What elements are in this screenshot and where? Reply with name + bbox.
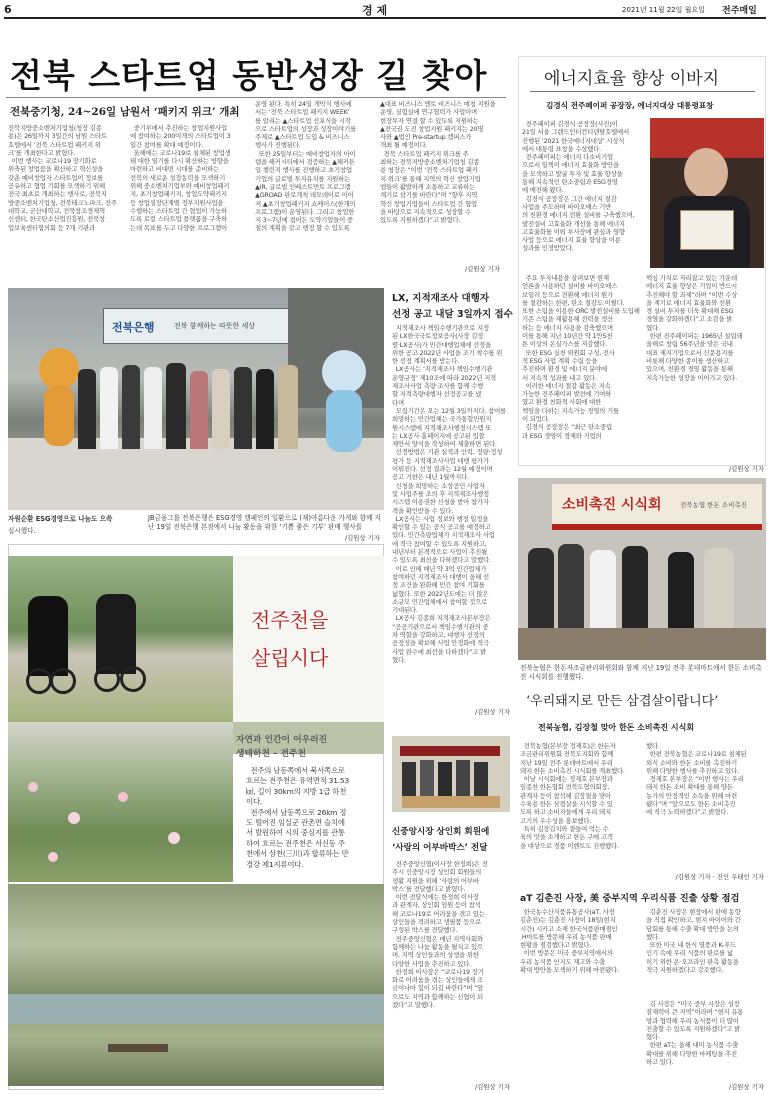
nonghyup-quote: ‘우리돼지로 만든 삼겹살이랍니다’ [526,694,719,709]
nonghyup-caption: 전북농협은 한돈자조금관리위원회와 함께 지난 19일 전주 롯데마트에서 한돈 소비촉진 시식회를 진행했다. [520,664,762,681]
energy-portrait [650,118,764,268]
at-body-right: 김 사장은 “미국 중부 시장은 성장 잠재력이 큰 지역”이라며 “현지 유통 망과 협력해 우리 농식품이 더 많이 진출할 수 있도록 지원하겠다”고 밝 혔다. 한편 aT는 올해 대미 농식품 수출 확대를 위해 다양한 마케팅을 추진 하고 있다. [646,1000,744,1067]
main-subhead: 전북중기청, 24~26일 남원서 ‘패키지 위크’ 개최 [10,106,240,118]
lx-story-body: 지적재조사 책임수행기관으로 지정 된 LX한국국토정보공사(사장 김정 렬·LX공사)가 민간대행업체에 선정을 위한 공고 2022년 사업을 조기 착수를 위 한 선정 계획서를 받는다. LX공사는 ‘지적재조사 책임수행기관 운영규정’ 제10조에 따라 2022년 지적 재조사사업 측량·조사를 함께 수행 할 지적측량대행자 선정공고를 냈 다며 모집기간은 오는 12월 3일까지다. 참여를 희망하는 민간업체는 국가통합민원지 원시스템에 지적재조사행정시스템 또 는 LX공사 홈페이지에 공고된 입찰 제안서 양식을 작성하여 제출하면 된다. 선정방법은 기관 실적과 인력, 정량·정성 평가 등 지적재조사사업 대행 평가가 이뤄진다. 선정 결과는 12월 예정이며 공고 기한은 내년 1월까지다. 신청을 희망하는 소상공인 사업자 및 사업주를 조의 후 지적재조사행정 시스템 이용권한 신청을 받아 참가자 격을 확인받을 수 있다. LX공사는 사업 정보와 행정 일정을 확인할 수 있는 공식 공고를 예정하고 있다. 민간측량업체가 지적재조사 사업 에 적극 참여할 수 있도록 지원하고, 내년부터 본격적으로 사업이 추진될 수 있도록 최선을 다하겠다고 말했다. 이로 인해 매년 약 3억 민간업체가 참여하던 지적재조사 대행이 올해 선 정 조건을 완화해 민간 참여 기회를 넓혔다. 또한 2022년도에는 더 많은 소규모 민간업체에서 참여할 것으로 기대된다. LX공사 김종희 지적재조사본부장은 “공공기관으로서 책임수행기관의 중 차 역할을 강화하고, 대행자 선정의 공정성을 확보해 사업 안정화에 적극 사업 완수에 최선을 다하겠다”고 밝 혔다. [392,324,507,664]
nonghyup-body-right: 했다. 한편 전북농협은 코로나19로 침체된 외식 소비와 한돈 소비를 촉진하기 위해 다양한 행사를 추진하고 있다. 정재호 본부장은 “이번 행사는 우리 돼지 한돈 소비 확대를 통해 양돈 농가의 안정적인 소득을 위해 마련 됐다”며 “앞으로도 한돈 소비촉진 에 적극 노력하겠다”고 밝혔다. [646,742,747,817]
market-story-body: 전주중앙신협(이사장 한정희)은 전 주시 신중앙시장 상인회 회원들의 생활 지원을 위해 ‘사랑의 어부바 박스’를 전달했다고 밝혔다. 이번 전달식에는 한정희 이사장 과 관계자, 상인회 임원 등이 참석 해 코로나19로 어려움을 겪고 있는 상인들을 격려하고 생필품 등으로 구성된 박스를 전달했다. 전주중앙신협은 매년 지역사회와 함께하는 나눔 활동을 펼치고 있으 며, 지역 상인들과의 상생을 위한 다양한 사업을 추진하고 있다. 한정희 이사장은 “코로나19 장기 화로 어려움을 겪는 상인들에게 조 금이나마 힘이 되길 바란다”며 “앞 으로도 지역과 함께하는 신협이 되 겠다”고 말했다. [392,860,488,1010]
nonghyup-photo [518,478,766,660]
top-photo-caption-tail: 실시했다. [8,527,36,535]
top-photo-caption-title: 자원순환 ESG경영으로 나눔도 으쓱 [8,515,113,523]
nonghyup-byline: /김원상 기자 · 진인 우태인 기자 [675,873,764,881]
stream-intro-head-1: 자연과 인간이 어우러진 [236,735,328,745]
energy-body-left: 주요 투자내용을 살펴보면 현재 언론을 사용하던 설비를 바이오매스 보일러 등으로 전환해 에너지 원가 를 절감하는 한편, 탄소 절감도 이뤘다. 또한 스팀을 이용한 ORC 발전설비를 도입해 기존 스팀을 재활용해 전력을 생산 하는 등 에너지 사용을 감축했으며 이를 통해 지난 10년간 약 1만5천 톤 이상의 온실가스를 저감했다. 또한 ESG 실천 위원회 구성, 전사 적 ESG 사업 계획 수립 등을 추진하며 환경 및 에너지 분야에 서 지속적 성과를 내고 있다. 이러한 에너지 절감 활동은 지속 가능한 전주페이퍼 발전에 기여하 였고 환경 친화적 사회에 대한 책임을 다하는 지속가능 경영의 기틀 이 되었다. 김경식 공장장은 “최근 탄소중립 과 ESG 경영이 경제와 기업의 [522,274,640,440]
main-story-col3: 운영 된다. 특히 24일 개막식 행사에 서는 ‘전북 스타트업 패키지 WEEK’ 를 알리는 ▲스타트업 선포식을 시작 으로 스타트업의 성장과 성장이야기를 주제로 ▲스타트업 도입 & 비즈니스 행사가 진행된다. 또한 25일부터는 예비창업자의 아이 템을 해커시티에서 검증하는 ▲해커톤 일 챌린지 행사를 진행하고 초기창업 기업의 글로벌 투자유치를 지원하는 ▲IR, 글로벌 인베스트먼트 프로그램 ▲GROAD 판로개척 데모데이로 이어 져 ▲초기창업패키지 쇼케이스(한개의 프로그램)이 운영된다. 그리고 창업한 지 3~7년에 접어든 도약기업들이 중 점의 계획을 갖고 행정 할 수 있도록 [255,100,357,233]
energy-body-right: 핵심 가치로 자리잡고 있는 가운데 에너지 효율 향상은 기업이 반드시 추진해야 할 과제”라며 “이번 수상 을 계기로 에너지 효율화와 친환 경 설비 투자를 더욱 확대해 ESG 경영을 강화하겠다”고 소감을 밝 혔다. 한편 전주페이퍼는 1965년 설립돼 올해로 창립 56주년을 맞은 국내 대표 제지기업으로서 신문용지를 비롯해 다양한 종이를 생산하고 있으며, 친환경 경영 활동을 통해 지속가능한 성장을 이어가고 있다. [646,274,743,382]
group-photo [8,288,384,510]
stream-title-line2: 살립시다 [251,646,329,670]
section-name: 경 제 [362,4,388,17]
people-group [78,363,318,463]
mascot-left [34,348,84,458]
main-story-col1: 전북지방중소벤처기업청(청장 김종 용)은 26일까지 3일간의 남원 스타트 호텔에서 ‘전북 스타트업 패키지 위 크’를 개최한다고 밝혔다. 이번 행사는 코로나19 장기화로 위축된 창업붐을 확산하고 혁신성을 갖춘 예비창업자 스타트업이 정보를 공유하고 협업 기회를 모색하기 위해 전국 최초로 개최하는 행사로, 전북지 방중소벤처기업청, 전북테크노파크, 전주 대학교, 군산대학교, 전북창조경제혁 신센터, 한국탄소산업진흥원, 전북창 업보육센터협의회 등 7개 기관과 [8,124,117,232]
at-body-mid: 김춘진 사장은 현장에서 판매 동향 을 직접 확인하고, 현지 바이어와 간 담회를 통해 수출 확대 방안을 논의 했다. 또한 미국 내 한식 열풍과 K-푸드 인기 속에 우리 식품의 판로를 넓 히기 위한 온·오프라인 판촉 활동을 적극 지원하겠다고 강조했다. [646,908,741,975]
stream-intro-head-2: 생태하천 – 전주천 [236,749,307,759]
header-rule [4,17,766,19]
main-story-col2: 중기부에서 추진하는 창업지원사업 에 참여하는 200여개의 스타트업이 3 일간 참여를 확대 예정이다. 올해에는 코로나19로 침체된 창업생 태 대한 열기를 다시 확산하는 방향을 마련하고 비대면 시대를 준비하는 전북의 새로운 성장동력을 모색하기 위해 중소벤처기업부와 예비창업패키 지, 초기창업패키지, 창업도약패키지 등 창업성장단계별 정부지원사업을 수행하는 스타트업 간 협업이 가능하 도록 로컬 스타트업 플랫폼을 구축하 는데 목표를 두고 다양한 프로그램이 [130,124,231,232]
nonghyup-banner-sub: 전북농협 한돈 소비촉진 [680,501,747,509]
main-story-col4: ▲대표 비즈니스 멘토 비즈니스 매칭 지원을 운영, 실험실에 연구협력가 사업이며 현장투자 연결 할 수 있도록 지원하는 ▲전국권 도전 창업지원 패키지는 20명 사와 ▲법인 Pre-startup 캠퍼스가 개최 될 예정이다. 전북 스타트업 패키지 위크를 주 최하는 전북지방중소벤처기업청 김종 용 청장은 “이번 ‘전북 스타트업 패키 지 위크’를 통해 지역의 혁신 창업기업 앱들이 활발하게 소통하고 교류하는 계기로 삼기를 바란다”며 “향후 지역 혁신 창업기업들이 스타트업 간 협업 을 바탕으로 지속적으로 성장할 수 있도록 지원하겠다”고 밝혔다. [380,100,496,225]
market-story-byline: /김원상 기자 [474,1083,510,1091]
market-photo [392,736,510,812]
lx-headline-1: LX, 지적재조사 대행자 [392,293,490,304]
lx-headline-2: 선정 공고 내달 3일까지 접수 [392,309,513,320]
lx-story-byline: /김원상 기자 [474,708,510,716]
stream-intro-body: 전주의 남동쪽에서 북서쪽으로 흐르는 전주천은 유역면적 31.53 ㎢, 길이 30km의 지방 1급 하천 이다. 전주에서 남동쪽으로 26km 정 도 떨어진 임실군 관촌면 슬치에 서 발원하여 시의 중심지를 관통 하여 흐르는 전주천은 서신동 주 천에서 삼천(三川)과 합류하는 만 경강 제1지류이다. [246,766,349,869]
page-header [0,0,770,18]
top-photo-byline: /김원상 기자 [344,534,380,542]
stream-cyclist-photo [8,556,233,722]
at-story-byline: /김원상 기자 [728,1083,764,1091]
energy-byline: /김원상 기자 [728,465,764,473]
bank-banner-slogan: 전북 함께하는 따뜻한 세상 [174,322,256,330]
nonghyup-banner-text: 소비촉진 시식회 [562,497,662,513]
stream-title-panel [233,556,384,722]
stream-river-photo [8,884,384,1086]
bank-banner [103,308,293,344]
main-headline-rule [6,97,506,98]
stream-title-line1: 전주천을 [251,608,329,632]
energy-body-top: 전주페이퍼 김경식 공장장(사진)이 21일 서울 그랜드인터컨티넨탈호텔에서 진행된 ‘2021 한국에너지대상’ 시상식 에서 대통령 표창을 수상했다. 전주페이퍼는 에너지 다소비기업 으로서 일찍이 에너지 효율화 방안을 을 모색하고 발굴 투자 및 효율 향상을 통해 지속적인 탄소중립과 ESG경영 에 매진해 왔다. 김경식 공장장은 그간 에너지 절감 사업을 주도하며 바이오매스 기반 의 친환경 에너지 전환 설비를 구축했으며, 발전설비 고효율화 개선을 통해 에너지 고효율화를 이뤄 부사장에 관심과 영향 사업 등으로 에너지 효율 향상을 이룬 성과를 인정받았다. [522,120,635,253]
market-headline-2: ‘사랑의 어부바박스’ 전달 [392,843,488,853]
nonghyup-body-left: 전북농협(본부장 정재호)은 한돈자 조금관리위원회 전북도지회와 함께 지난 19일 전주 롯데마트에서 우리 돼지 한돈 소비촉진 시식회를 개최했다. 이날 시식회에는 정재호 본부장과 임종찬 한돈협회 전북도협의회장, 관계자 등이 참석해 김장철을 맞아 수육용 한돈 삼겹살을 시식할 수 있 도록 하고 소비자들에게 우리 돼지 고기의 우수성을 홍보했다. 특히 김장김치와 곁들여 먹는 수 육의 맛을 소개하고 한돈 구매 고객 을 대상으로 경품 이벤트도 진행했다. [520,742,625,850]
energy-headline-rule [530,91,755,92]
at-body-left: 한국농수산식품유통공사(aT, 사장 김춘진)는 김춘진 사장이 18일(현지 시간) 시카고 소재 한국식품판매점인 H마트를 방문해 우리 농식품 판매 현황을 점검했다고 밝혔다. 이번 방문은 미국 중부지역에서의 우리 농식품 인지도 제고와 수출 확대 방안을 모색하기 위해 마련됐다. [520,908,619,975]
stream-flowers-photo [8,722,233,882]
nonghyup-banner [552,484,762,530]
market-headline-1: 신중앙시장 상인회 회원에 [392,827,490,837]
top-photo-caption: JB금융그룹 전북은행은 ESG경영 캠페인의 일환으로 (재)아름다운 가게와 함께 지난 19일 전북은행 본점에서 나눔 활동을 위한 ‘기쁨 좋은 기부’ 판매 행사를 [148,514,381,531]
mascot-right [316,350,372,460]
publication-name: 전주매일 [722,6,757,16]
energy-subhead: 김경식 전주페이퍼 공장장, 에너지대상 대통령표창 [546,101,714,110]
page-number: 6 [4,3,12,16]
nonghyup-headline: 전북농협, 김장철 맞아 한돈 소비촉진 시식회 [538,723,695,732]
energy-headline: 에너지효율 향상 이바지 [544,69,720,89]
bank-banner-name: 전북은행 [112,321,155,334]
main-headline: 전북 스타트업 동반성장 길 찾아 [10,56,488,95]
issue-date: 2021년 11월 22일 월요일 [622,6,705,14]
at-headline: aT 김춘진 사장, 美 중부지역 우리식품 진출 상황 점검 [520,893,740,904]
main-story-byline: /김원상 기자 [464,265,500,273]
